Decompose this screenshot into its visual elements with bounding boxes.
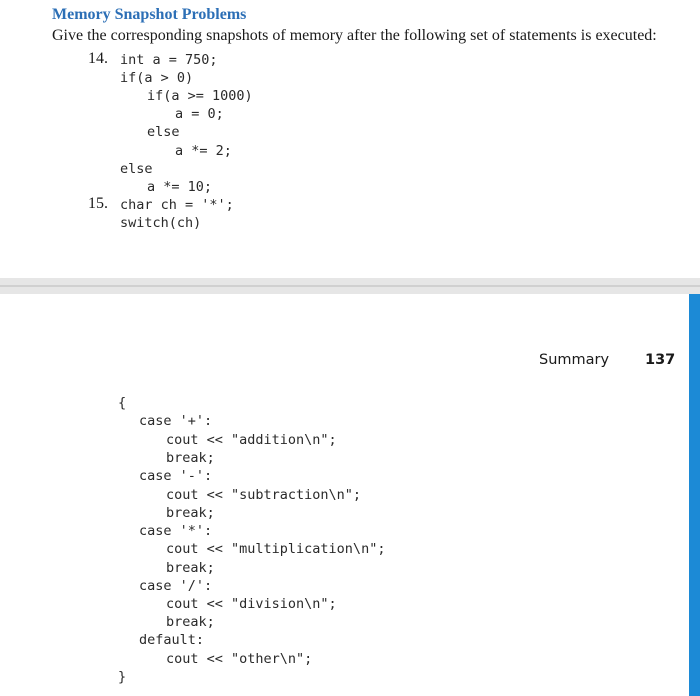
code-line: case '/': [139,578,213,594]
instruction-text: Give the corresponding snapshots of memory after the following set of statements is executed: [52,27,657,44]
open-brace: { [118,395,127,411]
code-line: default: [139,632,205,648]
code-line: if(a > 0) [120,70,194,86]
section-heading: Memory Snapshot Problems [52,6,247,23]
page-number: 137 [645,352,676,368]
code-line: a *= 10; [147,179,213,195]
code-line: cout << "addition\n"; [166,432,337,448]
textbook-page-top [0,0,700,278]
code-line: case '-': [139,468,213,484]
problem-15-number: 15. [88,195,108,212]
code-line: char ch = '*'; [120,197,234,213]
code-line: cout << "other\n"; [166,651,313,667]
code-line: break; [166,505,215,521]
running-title: Summary [539,352,610,368]
code-line: a *= 2; [175,143,232,159]
code-line: int a = 750; [120,52,218,68]
code-line: if(a >= 1000) [147,88,253,104]
code-line: case '*': [139,523,213,539]
code-line: case '+': [139,413,213,429]
problem-14-number: 14. [88,50,108,67]
page-separator-line [0,285,700,287]
scrollbar[interactable] [689,294,700,696]
code-line: switch(ch) [120,215,202,231]
code-line: a = 0; [175,106,224,122]
code-line: else [120,161,153,177]
code-line: break; [166,614,215,630]
close-brace: } [118,669,127,685]
code-line: break; [166,450,215,466]
code-line: break; [166,560,215,576]
code-line: else [147,124,180,140]
code-line: cout << "division\n"; [166,596,337,612]
code-line: cout << "subtraction\n"; [166,487,362,503]
code-line: cout << "multiplication\n"; [166,541,386,557]
